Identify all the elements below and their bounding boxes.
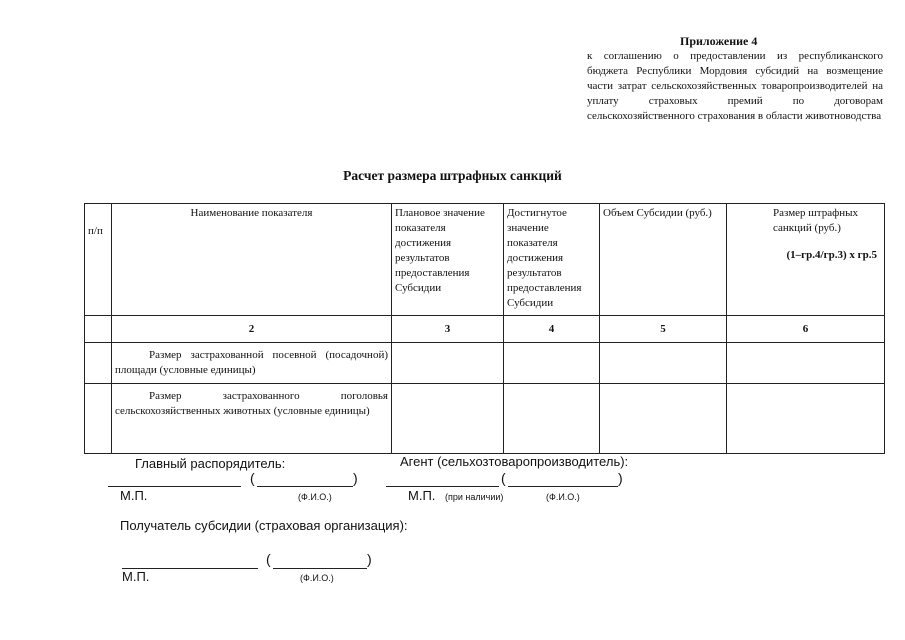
table-header-row (85, 204, 885, 316)
open-paren: ( (266, 551, 271, 567)
close-paren: ) (367, 551, 372, 567)
mp-label: М.П. (408, 488, 436, 503)
table-cell (85, 316, 112, 343)
fio-label: (Ф.И.О.) (300, 573, 334, 583)
main-manager-label: Главный распорядитель: (135, 456, 286, 471)
header-indicator-name: Наименование показателя (112, 204, 392, 316)
table-cell (600, 384, 727, 454)
name-line (257, 486, 353, 487)
header-subsidy-amount: Объем Субсидии (руб.) (600, 204, 727, 316)
table-cell (504, 343, 600, 384)
penalty-table (84, 203, 885, 454)
fio-label: (Ф.И.О.) (546, 492, 580, 502)
table-cell (504, 384, 600, 454)
signature-line (108, 486, 241, 487)
mp-if-any-label: (при наличии) (445, 492, 504, 502)
column-number: 5 (600, 316, 727, 343)
close-paren: ) (618, 470, 623, 486)
name-line (273, 568, 367, 569)
appendix-title: Приложение 4 (680, 34, 758, 48)
open-paren: ( (501, 470, 506, 486)
document-title: Расчет размера штрафных санкций (343, 168, 562, 183)
header-planned-value: Плановое значение показателя достижения результатов предоставления Субсидии (392, 204, 504, 316)
table-cell (85, 384, 112, 454)
header-penalty-size: Размер штрафных санкций (руб.) (1–гр.4/гр.3) х гр.5 (727, 204, 885, 316)
close-paren: ) (353, 470, 358, 486)
table-cell (600, 343, 727, 384)
column-number: 3 (392, 316, 504, 343)
table-cell (85, 343, 112, 384)
table-cell (392, 384, 504, 454)
header-number: п/п (85, 204, 112, 316)
fio-label: (Ф.И.О.) (298, 492, 332, 502)
signature-line (386, 486, 499, 487)
header-achieved-value: Достигнутое значение показателя достижения результатов предоставления Субсидии (504, 204, 600, 316)
column-number: 4 (504, 316, 600, 343)
table-row (85, 384, 885, 454)
table-cell (392, 343, 504, 384)
column-number: 2 (112, 316, 392, 343)
row-indicator-name: Размер застрахованного поголовья сельскохозяйственных животных (условные единицы) (112, 384, 392, 454)
row-indicator-name: Размер застрахованной посевной (посадочной) площади (условные единицы) (112, 343, 392, 384)
table-cell (727, 343, 885, 384)
appendix-text: к соглашению о предоставлении из республиканского бюджета Республики Мордовия субсидий на возмещение части затрат сельскохозяйственных товаропроизводителей на уплату страховых премий по договорам сельскохозяйственного страхования в области животноводства (587, 50, 883, 122)
mp-label: М.П. (122, 569, 150, 584)
agent-label: Агент (сельхозтоваропроизводитель): (400, 454, 629, 469)
table-number-row (85, 316, 885, 343)
table-cell (727, 384, 885, 454)
open-paren: ( (250, 470, 255, 486)
mp-label: М.П. (120, 488, 148, 503)
recipient-label: Получатель субсидии (страховая организация): (120, 518, 408, 533)
name-line (508, 486, 618, 487)
penalty-formula: (1–гр.4/гр.3) х гр.5 (786, 249, 877, 261)
table-row (85, 343, 885, 384)
column-number: 6 (727, 316, 885, 343)
